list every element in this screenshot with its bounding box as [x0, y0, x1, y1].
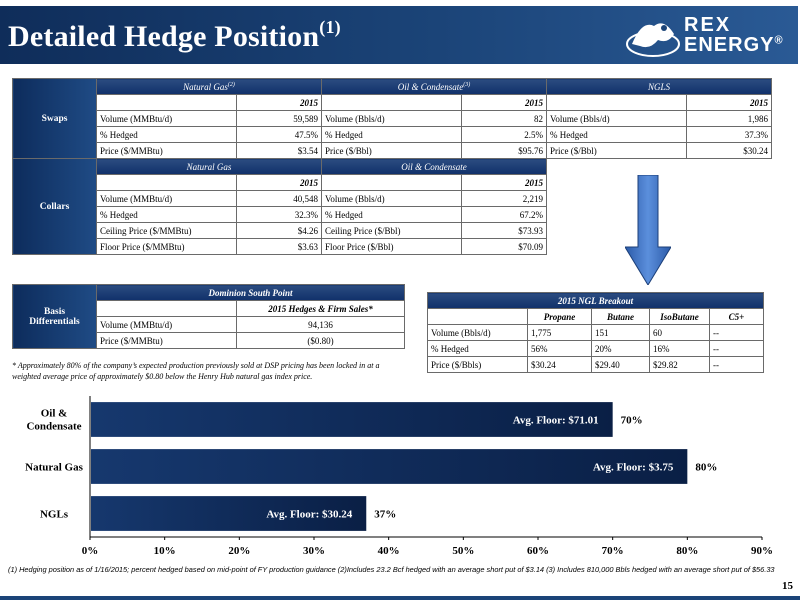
year-header: 2015	[237, 95, 322, 111]
row-label: Volume (MMBtu/d)	[97, 111, 237, 127]
ngl-breakout-title: 2015 NGL Breakout	[428, 293, 764, 309]
row-label: Volume (Bbls/d)	[322, 111, 462, 127]
row-label: Ceiling Price ($/MMBtu)	[97, 223, 237, 239]
row-value: 1,986	[687, 111, 772, 127]
table-row	[13, 111, 772, 127]
category-label: Natural Gas	[25, 461, 83, 474]
column-header: C5+	[710, 309, 764, 325]
x-tick-label: 90%	[751, 545, 773, 557]
row-value: ($0.80)	[237, 333, 405, 349]
row-label: Volume (MMBtu/d)	[97, 317, 237, 333]
row-value: 16%	[650, 341, 710, 357]
rex-energy-logo	[624, 12, 794, 62]
basis-footnote: * Approximately 80% of the company’s expected production previously sold at DSP pricing has been locked in at a weighted average price of approximately $0.80 below the Henry Hub natural gas index price.	[12, 361, 380, 381]
row-label: % Hedged	[322, 207, 462, 223]
x-tick-label: 60%	[527, 545, 549, 557]
row-value: $3.54	[237, 143, 322, 159]
row-value: $3.63	[237, 239, 322, 255]
row-label: Floor Price ($/MMBtu)	[97, 239, 237, 255]
footer-line	[0, 596, 800, 600]
row-label: Floor Price ($/Bbl)	[322, 239, 462, 255]
down-arrow-icon	[625, 175, 671, 285]
row-value: 2,219	[462, 191, 547, 207]
header-top-strip	[0, 0, 800, 6]
bar-value-label: 70%	[620, 414, 643, 427]
row-label: Ceiling Price ($/Bbl)	[322, 223, 462, 239]
row-value: 56%	[528, 341, 592, 357]
x-tick-label: 20%	[228, 545, 251, 557]
swaps-label: Swaps	[13, 79, 97, 159]
year-header: 2015	[462, 95, 547, 111]
row-value: --	[710, 357, 764, 373]
row-value: 59,589	[237, 111, 322, 127]
row-label: Price ($/MMBtu)	[97, 143, 237, 159]
cell-empty	[97, 301, 237, 317]
x-tick-label: 70%	[601, 545, 624, 557]
basis-label: Basis Differentials	[13, 285, 97, 349]
row-value: 37.3%	[687, 127, 772, 143]
table-row	[13, 127, 772, 143]
table-row	[428, 325, 764, 341]
category-label: Condensate	[26, 420, 82, 433]
basis-column-header: 2015 Hedges & Firm Sales*	[237, 301, 405, 317]
row-value: 60	[650, 325, 710, 341]
row-value: $95.76	[462, 143, 547, 159]
row-label: Volume (MMBtu/d)	[97, 191, 237, 207]
cell-empty	[322, 175, 462, 191]
row-value: $73.93	[462, 223, 547, 239]
row-label: % Hedged	[97, 127, 237, 143]
bar-floor-label: Avg. Floor: $3.75	[592, 461, 674, 474]
page-title: Detailed Hedge Position$^{(1)}$	[8, 17, 341, 53]
cell-empty	[428, 309, 528, 325]
row-value: $29.40	[592, 357, 650, 373]
row-value: 94,136	[237, 317, 405, 333]
row-value: 82	[462, 111, 547, 127]
row-label: Price ($/MMBtu)	[97, 333, 237, 349]
footer-note: (1) Hedging position as of 1/16/2015; percent hedged based on mid-point of FY production guidance (2)Includes 23.2 Bcf hedged with an average short put of $3.14 (3) Includes 810,000 Bbls hedged with an average short put of $56.33	[8, 565, 775, 574]
slide-header	[0, 0, 800, 68]
row-value: 151	[592, 325, 650, 341]
row-label: Price ($/Bbls)	[428, 357, 528, 373]
row-value: $30.24	[528, 357, 592, 373]
category-label: Oil &	[40, 407, 68, 420]
row-label: % Hedged	[547, 127, 687, 143]
cell-empty	[97, 175, 237, 191]
table-row	[428, 341, 764, 357]
hedged-bar-chart	[0, 390, 800, 562]
table-row	[428, 357, 764, 373]
bar-value-label: 37%	[374, 508, 397, 521]
logo-emblem-icon	[624, 14, 682, 60]
row-value: 32.3%	[237, 207, 322, 223]
row-value: $30.24	[687, 143, 772, 159]
swaps-ngls-header: NGLS	[547, 79, 772, 95]
year-header: 2015	[237, 175, 322, 191]
row-value: $4.26	[237, 223, 322, 239]
row-label: Price ($/Bbl)	[322, 143, 462, 159]
x-tick-label: 30%	[303, 545, 325, 557]
logo-text-rex: REX	[684, 14, 732, 36]
row-value: 47.5%	[237, 127, 322, 143]
row-value: 1,775	[528, 325, 592, 341]
logo-text-energy: ENERGY®	[684, 34, 784, 56]
cell-empty	[97, 95, 237, 111]
row-label: Price ($/Bbl)	[547, 143, 687, 159]
x-tick-label: 0%	[81, 545, 99, 557]
basis-group-header: Dominion South Point	[97, 285, 405, 301]
row-value: 67.2%	[462, 207, 547, 223]
collars-label: Collars	[13, 159, 97, 255]
row-label: Volume (Bbls/d)	[547, 111, 687, 127]
year-header: 2015	[462, 175, 547, 191]
row-label: % Hedged	[428, 341, 528, 357]
row-label: Volume (Bbls/d)	[322, 191, 462, 207]
row-value: 40,548	[237, 191, 322, 207]
swaps-oil-header: Oil & Condensate$^{(3)}$	[322, 79, 547, 95]
row-label: % Hedged	[322, 127, 462, 143]
page-number: 15	[782, 580, 793, 592]
row-value: --	[710, 341, 764, 357]
column-header: Propane	[528, 309, 592, 325]
bar-floor-label: Avg. Floor: $71.01	[512, 414, 599, 427]
row-value: --	[710, 325, 764, 341]
basis-table	[12, 284, 405, 349]
year-header: 2015	[687, 95, 772, 111]
row-value: $29.82	[650, 357, 710, 373]
collars-oil-header: Oil & Condensate	[322, 159, 547, 175]
row-label: Volume (Bbls/d)	[428, 325, 528, 341]
row-value: $70.09	[462, 239, 547, 255]
cell-empty	[547, 95, 687, 111]
bar-floor-label: Avg. Floor: $30.24	[266, 508, 353, 521]
row-label: % Hedged	[97, 207, 237, 223]
swaps-natgas-header: Natural Gas$^{(2)}$	[97, 79, 322, 95]
collars-natgas-header: Natural Gas	[97, 159, 322, 175]
category-label: NGLs	[39, 508, 69, 521]
cell-empty	[322, 95, 462, 111]
ngl-breakout-table	[427, 292, 764, 373]
x-tick-label: 80%	[676, 545, 699, 557]
column-header: IsoButane	[650, 309, 710, 325]
bar-value-label: 80%	[695, 461, 718, 474]
table-row	[13, 143, 772, 159]
row-value: 20%	[592, 341, 650, 357]
row-value: 2.5%	[462, 127, 547, 143]
x-tick-label: 50%	[452, 545, 475, 557]
column-header: Butane	[592, 309, 650, 325]
x-tick-label: 40%	[377, 545, 400, 557]
x-tick-label: 10%	[153, 545, 176, 557]
